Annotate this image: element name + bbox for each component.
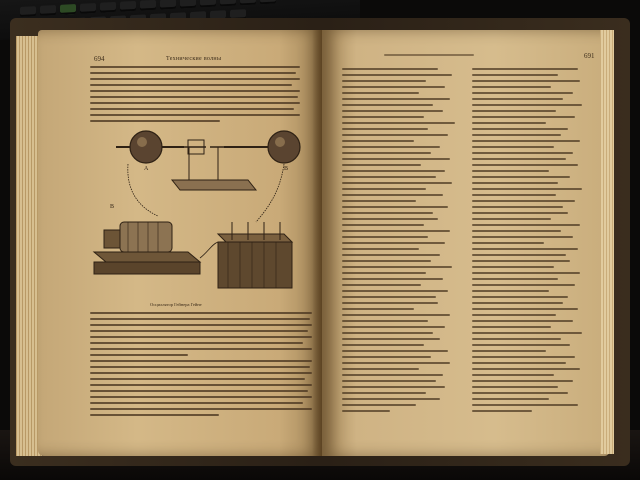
- keyboard-key: [200, 0, 216, 8]
- keyboard-key: [240, 0, 256, 5]
- label-b: B: [284, 166, 289, 172]
- keyboard-key: [80, 3, 96, 14]
- right-sphere-electrode: [224, 131, 300, 163]
- index-column-left: [342, 68, 462, 416]
- wire-left: [128, 164, 158, 216]
- keyboard-key: [20, 6, 36, 17]
- running-head: Технические волны: [166, 56, 222, 62]
- induction-coil: [94, 222, 200, 274]
- keyboard-key: [220, 0, 236, 6]
- keyboard-key: [120, 1, 136, 12]
- figure-caption: Осциллятор Гейнера Гейне: [150, 302, 202, 307]
- base-plate: [172, 180, 256, 190]
- figure-illustration: [88, 112, 310, 298]
- page-edges-right: [600, 30, 614, 454]
- keyboard-key: [180, 0, 196, 9]
- keyboard-key: [60, 4, 76, 15]
- keyboard-key: [40, 5, 56, 16]
- right-page-number: 691: [584, 52, 595, 60]
- keyboard-key: [100, 2, 116, 13]
- left-page-number: 694: [94, 55, 105, 63]
- keyboard-key: [160, 0, 176, 10]
- keyboard-key: [260, 0, 276, 4]
- left-sphere-electrode: [116, 131, 184, 163]
- right-page-head: [384, 54, 474, 60]
- wire-battery: [200, 242, 218, 258]
- wire-right: [256, 164, 284, 222]
- index-column-right: [472, 68, 592, 416]
- right-page: [322, 30, 610, 456]
- left-page-bottom-text: [90, 312, 312, 420]
- label-a: A: [144, 166, 149, 172]
- spark-gap: [184, 140, 224, 182]
- label-c: В: [110, 204, 115, 210]
- keyboard-key: [140, 0, 156, 11]
- battery-box: [218, 222, 292, 288]
